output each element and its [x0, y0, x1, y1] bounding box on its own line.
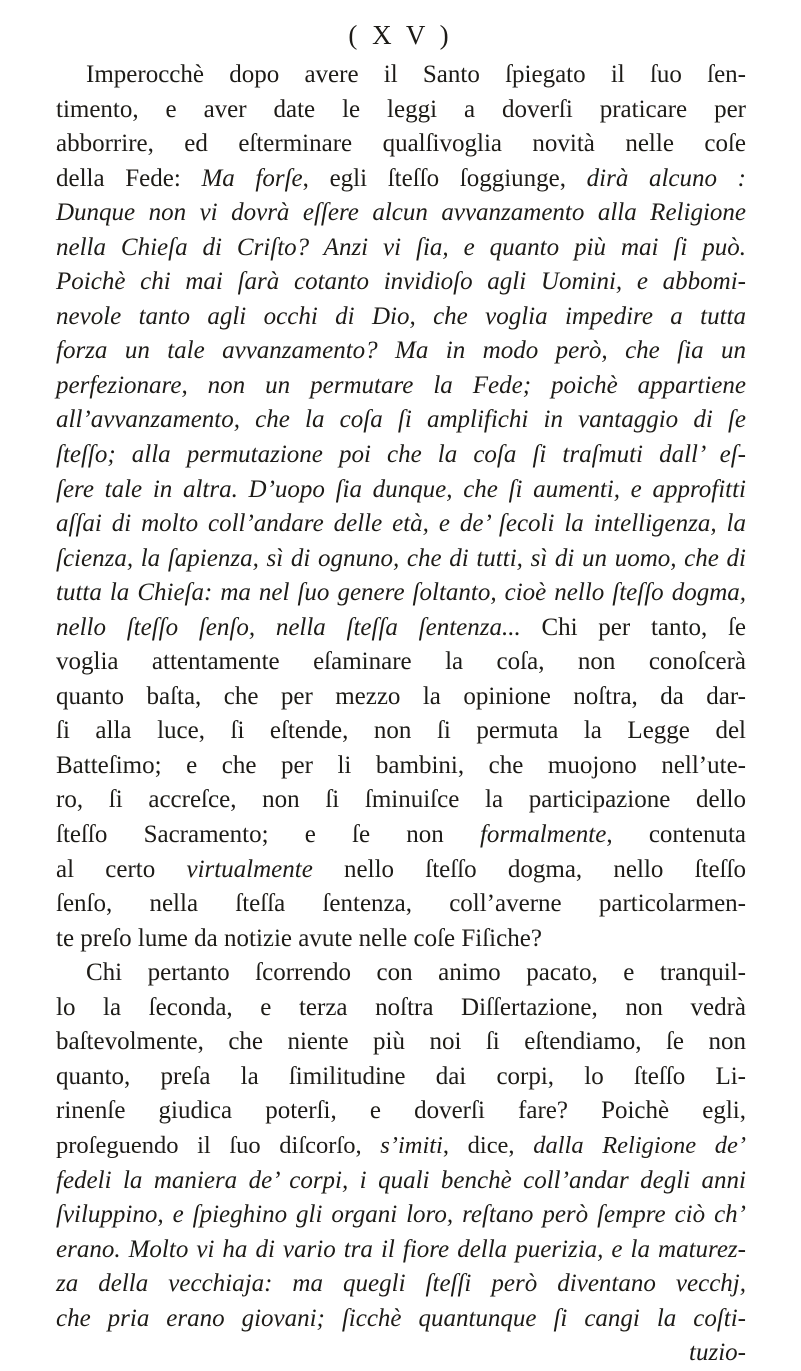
roman-text: Chi pertanto ſcorrendo con animo pacato, e tranquil-: [86, 959, 746, 987]
text-line: [56, 265, 746, 300]
roman-text: quanto baſta, che per mezzo la opinione noſtra, da dar-: [56, 682, 746, 710]
italic-text: tutta la Chieſa: ma nel ſuo genere ſoltanto, cioè nello ſteſſo dogma,: [56, 579, 746, 607]
roman-text: Chi per tanto, ſe: [520, 613, 746, 641]
text-line: [56, 438, 746, 473]
text-line: [56, 645, 746, 680]
roman-text: abborrire, ed eſterminare qualſivoglia novità nelle coſe: [56, 130, 746, 158]
roman-text: ro, ſi accreſce, non ſi ſminuiſce la participazione dello: [56, 786, 746, 814]
text-line: [56, 576, 746, 611]
text-line: [56, 334, 746, 369]
italic-text: Ma forſe: [201, 164, 303, 192]
roman-text: te preſo lume da notizie avute nelle coſe Fiſiche?: [56, 924, 542, 952]
text-line: [56, 1025, 746, 1060]
text-line: [56, 369, 746, 404]
italic-text: nevole tanto agli occhi di Dio, che voglia impedire a tutta: [56, 302, 746, 330]
text-line: [56, 956, 746, 991]
italic-text: aſſai di molto coll’andare delle età, e de’ ſecoli la intelligenza, la: [56, 510, 746, 538]
text-line: [56, 162, 746, 197]
text-line: [56, 1164, 746, 1199]
italic-text: Poichè chi mai ſarà cotanto invidioſo agli Uomini, e abbomi-: [56, 268, 746, 296]
text-line: [56, 611, 746, 646]
text-line: [56, 783, 746, 818]
roman-text: baſtevolmente, che niente più noi ſi eſtendiamo, ſe non: [56, 1028, 746, 1056]
italic-text: all’avvanzamento, che la coſa ſi amplifichi in vantaggio di ſe: [56, 406, 746, 434]
italic-text: ſere tale in altra. D’uopo ſia dunque, che ſi aumenti, e approfitti: [56, 475, 746, 503]
text-line: [56, 887, 746, 922]
roman-text: voglia attentamente eſaminare la coſa, non conoſcerà: [56, 648, 746, 676]
body-text: [56, 58, 746, 1371]
italic-text: ſcienza, la ſapienza, sì di ognuno, che di tutti, sì di un uomo, che di: [56, 544, 746, 572]
text-line: [56, 1302, 746, 1337]
roman-text: , egli ſteſſo ſoggiunge,: [302, 164, 587, 192]
text-line: [56, 991, 746, 1026]
text-line: [56, 1129, 746, 1164]
italic-text: che pria erano giovani; ſicchè quantunque ſi cangi la coſti-: [56, 1304, 746, 1332]
text-line: [56, 542, 746, 577]
text-line: [56, 231, 746, 266]
italic-text: virtualmente: [186, 855, 313, 883]
italic-text: forza un tale avvanzamento? Ma in modo però, che ſia un: [56, 337, 746, 365]
roman-text: Imperocchè dopo avere il Santo ſpiegato il ſuo ſen-: [86, 61, 746, 88]
text-line: [56, 403, 746, 438]
page-header: ( X V ): [348, 20, 453, 50]
text-line: [56, 714, 746, 749]
italic-text: ſviluppino, e ſpieghino gli organi loro, reſtano però ſempre ciò ch’: [56, 1201, 746, 1229]
italic-text: erano. Molto vi ha di vario tra il fiore della puerizia, e la maturez-: [56, 1235, 746, 1263]
roman-text: al certo: [56, 855, 187, 883]
text-line: [56, 818, 746, 853]
roman-text: , dice,: [442, 1131, 534, 1159]
text-line: [56, 93, 746, 128]
italic-text: formalmente: [479, 821, 607, 849]
text-line: [56, 1060, 746, 1095]
text-line: [56, 1094, 746, 1129]
text-line: [56, 853, 746, 888]
italic-text: dirà alcuno :: [586, 164, 746, 192]
text-line: [56, 749, 746, 784]
text-line: [56, 922, 746, 957]
text-line: [56, 1336, 746, 1371]
text-line: [56, 1198, 746, 1233]
roman-text: quanto, preſa la ſimilitudine dai corpi, lo ſteſſo Li-: [56, 1062, 746, 1090]
roman-text: della Fede:: [56, 164, 202, 192]
text-line: [56, 127, 746, 162]
text-line: [56, 680, 746, 715]
text-line: [56, 196, 746, 231]
roman-text: ſteſſo Sacramento; e ſe non: [56, 821, 480, 849]
italic-text: nella Chieſa di Criſto? Anzi vi ſia, e quanto più mai ſi può.: [56, 233, 746, 261]
text-line: [56, 473, 746, 508]
italic-text: perfezionare, non un permutare la Fede; poichè appartiene: [56, 371, 746, 399]
roman-text: timento, e aver date le leggi a doverſi praticare per: [56, 95, 746, 123]
roman-text: ſi alla luce, ſi eſtende, non ſi permuta la Legge del: [56, 717, 746, 745]
italic-text: dalla Religione de’: [533, 1131, 746, 1159]
italic-text: fedeli la maniera de’ corpi, i quali benchè coll’andar degli anni: [56, 1166, 746, 1194]
text-line: [56, 300, 746, 335]
italic-text: ſteſſo; alla permutazione poi che la coſa ſi traſmuti dall’ eſ-: [56, 441, 746, 469]
roman-text: , contenuta: [606, 821, 746, 849]
roman-text: proſeguendo il ſuo diſcorſo,: [56, 1131, 381, 1159]
roman-text: rinenſe giudica poterſi, e doverſi fare? Poichè egli,: [56, 1097, 746, 1125]
text-line: [56, 58, 746, 93]
text-line: [56, 507, 746, 542]
roman-text: nello ſteſſo dogma, nello ſteſſo: [312, 855, 746, 883]
italic-text: za della vecchiaja: ma quegli ſteſſi però diventano vecchj,: [56, 1270, 746, 1298]
text-line: [56, 1267, 746, 1302]
roman-text: Batteſimo; e che per li bambini, che muojono nell’ute-: [56, 751, 746, 779]
italic-text: s’imiti: [380, 1131, 443, 1159]
italic-text: tuzio-: [689, 1339, 746, 1367]
roman-text: lo la ſeconda, e terza noſtra Diſſertazione, non vedrà: [56, 993, 746, 1021]
text-line: [56, 1233, 746, 1268]
italic-text: nello ſteſſo ſenſo, nella ſteſſa ſentenza...: [56, 613, 521, 641]
roman-text: ſenſo, nella ſteſſa ſentenza, coll’averne particolarmen-: [56, 890, 746, 918]
italic-text: Dunque non vi dovrà eſſere alcun avvanzamento alla Religione: [56, 199, 746, 227]
